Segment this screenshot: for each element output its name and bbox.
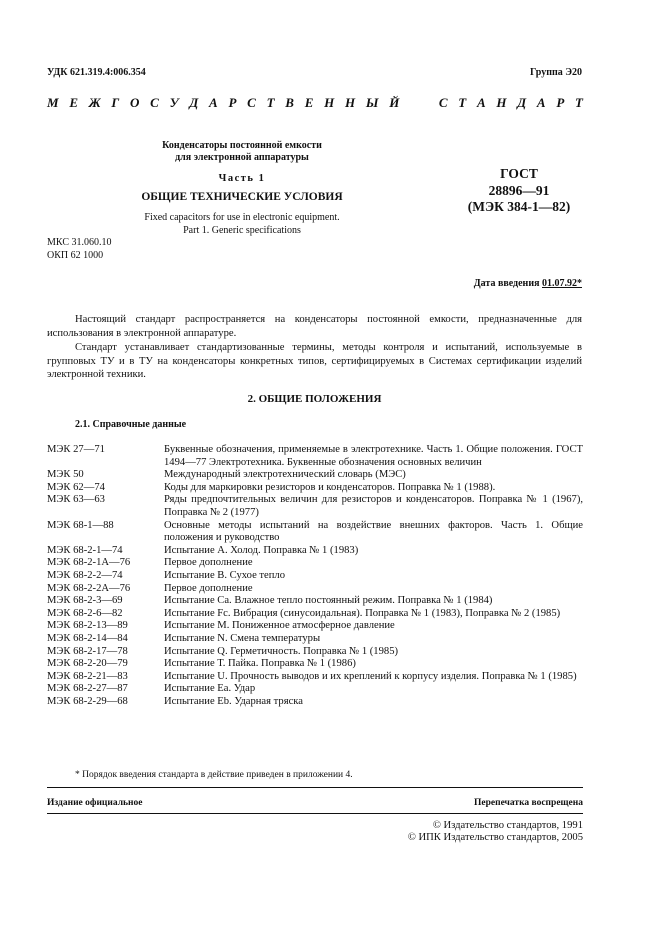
title-line-1: Конденсаторы постоянной емкости: [162, 140, 322, 151]
reference-title: Испытание Fc. Вибрация (синусоидальная). Поправка № 1 (1983), Поправка № 2 (1985): [164, 607, 561, 619]
reference-title: Испытание М. Пониженное атмосферное давление: [164, 620, 395, 632]
reference-code: МЭК 63—63: [47, 494, 105, 506]
reference-row: [47, 494, 583, 519]
reference-code: МЭК 68-2-1—74: [47, 544, 123, 556]
copyright-2005: © ИПК Издательство стандартов, 2005: [407, 832, 583, 843]
footer-rule-top: [47, 787, 583, 788]
banner-letter: А: [536, 95, 546, 110]
banner-letter: Т: [575, 95, 583, 110]
scope-paragraph: Настоящий стандарт распространяется на конденсаторы постоянной емкости, предназначенные для использования в электронной аппаратуре.: [47, 314, 582, 339]
banner-letter: Ж: [88, 95, 101, 110]
copyright-1991: © Издательство стандартов, 1991: [432, 820, 583, 831]
reference-code: МЭК 68-2-13—89: [47, 620, 128, 632]
section-heading: 2. ОБЩИЕ ПОЛОЖЕНИЯ: [247, 393, 382, 405]
banner-letter: Н: [345, 95, 356, 110]
group-code: Группа Э20: [530, 67, 582, 78]
reference-row: [47, 545, 583, 558]
reference-code: МЭК 27—71: [47, 444, 105, 455]
reference-title: Испытание Еа. Удар: [164, 683, 256, 695]
reference-row: [47, 658, 583, 671]
banner-letter: Е: [69, 95, 78, 110]
reference-code: МЭК 68-2-27—87: [47, 683, 128, 695]
banner-letter: А: [476, 95, 486, 110]
reference-row: [47, 557, 583, 570]
banner-letter: Ы: [365, 95, 379, 110]
banner-letter: С: [247, 95, 256, 110]
reference-code: МЭК 62—74: [47, 481, 105, 493]
reference-code: МЭК 68-2-2—74: [47, 569, 123, 581]
gost-designation: [444, 166, 594, 216]
reprint-prohibited-label: Перепечатка воспрещена: [473, 798, 583, 808]
reference-row: [47, 570, 583, 583]
udk-code: УДК 621.319.4:006.354: [47, 67, 146, 78]
official-edition-label: Издание официальное: [47, 798, 143, 808]
banner-letter: Н: [496, 95, 507, 110]
reference-title: Испытание U. Прочность выводов и их креплений к корпусу изделия. Поправка № 1 (1985): [164, 670, 577, 682]
banner-letter: Й: [389, 95, 400, 110]
banner-letter: Д: [189, 95, 199, 110]
reference-code: МЭК 68-2-20—79: [47, 658, 128, 670]
reference-row: [47, 520, 583, 545]
part-label: Часть 1: [218, 173, 266, 184]
reference-title: Испытание N. Смена температуры: [164, 632, 321, 644]
english-title: [47, 211, 437, 237]
reference-list: [47, 444, 583, 708]
banner-letter: Г: [111, 95, 120, 110]
reference-row: [47, 620, 583, 633]
reference-row: [47, 482, 583, 495]
reference-row: [47, 595, 583, 608]
reference-title: Коды для маркировки резисторов и конденсаторов. Поправка № 1 (1988).: [164, 481, 496, 493]
subsection-heading: 2.1. Справочные данные: [75, 419, 187, 430]
iec-equivalent: (МЭК 384-1—82): [467, 199, 571, 214]
reference-title: Испытание Т. Пайка. Поправка № 1 (1986): [164, 658, 356, 670]
reference-title: Международный электротехнический словарь (МЭС): [164, 469, 406, 481]
footnote: * Порядок введения стандарта в действие приведен в приложении 4.: [75, 770, 353, 780]
document-title: [47, 140, 437, 164]
date-value: 01.07.92*: [542, 278, 582, 289]
banner-letter: А: [209, 95, 218, 110]
reference-title: Буквенные обозначения, применяемые в электротехнике. Часть 1. Общие положения. ГОСТ 1494—77 Электротехника. Буквенные обозначения основных величин: [164, 444, 583, 468]
banner-letter: Е: [304, 95, 314, 110]
banner-letter: Р: [228, 95, 237, 110]
classification-codes: [47, 237, 111, 262]
reference-title: Испытание Са. Влажное тепло постоянный режим. Поправка № 1 (1984): [164, 595, 493, 607]
reference-row: [47, 444, 583, 469]
banner-letter: С: [438, 95, 448, 110]
banner-letter: У: [169, 95, 179, 110]
reference-title: Испытание В. Сухое тепло: [164, 569, 286, 581]
banner-letter: Т: [266, 95, 275, 110]
general-title: ОБЩИЕ ТЕХНИЧЕСКИЕ УСЛОВИЯ: [141, 191, 343, 203]
banner-letter: Т: [458, 95, 467, 110]
reference-title: Первое дополнение: [164, 557, 253, 569]
banner-letter: В: [285, 95, 294, 110]
english-title-line-2: Part 1. Generic specifications: [183, 225, 301, 236]
reference-title: Первое дополнение: [164, 582, 253, 594]
interstate-standard-banner: [47, 97, 583, 110]
footer-rule-bottom: [47, 813, 583, 814]
reference-row: [47, 671, 583, 684]
reference-row: [47, 696, 583, 709]
banner-letter: С: [150, 95, 159, 110]
introduction-date: [474, 278, 582, 291]
reference-row: [47, 583, 583, 596]
gost-number: 28896—91: [488, 182, 550, 198]
gost-label: ГОСТ: [500, 166, 538, 181]
purpose-paragraph: Стандарт устанавливает стандартизованные термины, методы контроля и испытаний, используемые в групповых ТУ и в ТУ на конденсаторы конкретных типов, сертифицируемых в Системах сертификации изделий электронной техники.: [47, 342, 582, 380]
reference-row: [47, 469, 583, 482]
reference-title: Ряды предпочтительных величин для резисторов и конденсаторов. Поправка № 1 (1967), Поправка № 2 (1977): [164, 494, 583, 518]
reference-code: МЭК 68-1—88: [47, 519, 114, 531]
reference-code: МЭК 68-2-29—68: [47, 695, 128, 707]
banner-letter: О: [130, 95, 140, 110]
banner-letter: М: [47, 95, 59, 110]
title-line-2: для электронной аппаратуры: [175, 152, 309, 163]
reference-code: МЭК 50: [47, 469, 84, 481]
reference-code: МЭК 68-2-17—78: [47, 645, 128, 657]
okp-code: ОКП 62 1000: [47, 249, 104, 261]
reference-code: МЭК 68-2-21—83: [47, 670, 128, 682]
reference-code: МЭК 68-2-1А—76: [47, 557, 131, 569]
english-title-line-1: Fixed capacitors for use in electronic equipment.: [144, 212, 340, 223]
reference-code: МЭК 68-2-2А—76: [47, 582, 131, 594]
reference-code: МЭК 68-2-14—84: [47, 632, 128, 644]
reference-row: [47, 646, 583, 659]
banner-letter: Н: [324, 95, 335, 110]
reference-title: Испытание А. Холод. Поправка № 1 (1983): [164, 544, 359, 556]
reference-row: [47, 608, 583, 621]
banner-letter: Д: [517, 95, 527, 110]
reference-title: Испытание Eb. Ударная тряска: [164, 695, 303, 707]
date-label: Дата введения: [473, 278, 542, 289]
reference-row: [47, 633, 583, 646]
reference-code: МЭК 68-2-3—69: [47, 595, 123, 607]
reference-code: МЭК 68-2-6—82: [47, 607, 123, 619]
reference-title: Основные методы испытаний на воздействие внешних факторов. Часть 1. Общие положения и руководство: [164, 519, 583, 544]
banner-word-gap: [410, 97, 428, 110]
reference-title: Испытание Q. Герметичность. Поправка № 1 (1985): [164, 645, 399, 657]
banner-letter: Р: [556, 95, 565, 110]
mks-code: МКС 31.060.10: [47, 237, 112, 248]
reference-row: [47, 683, 583, 696]
